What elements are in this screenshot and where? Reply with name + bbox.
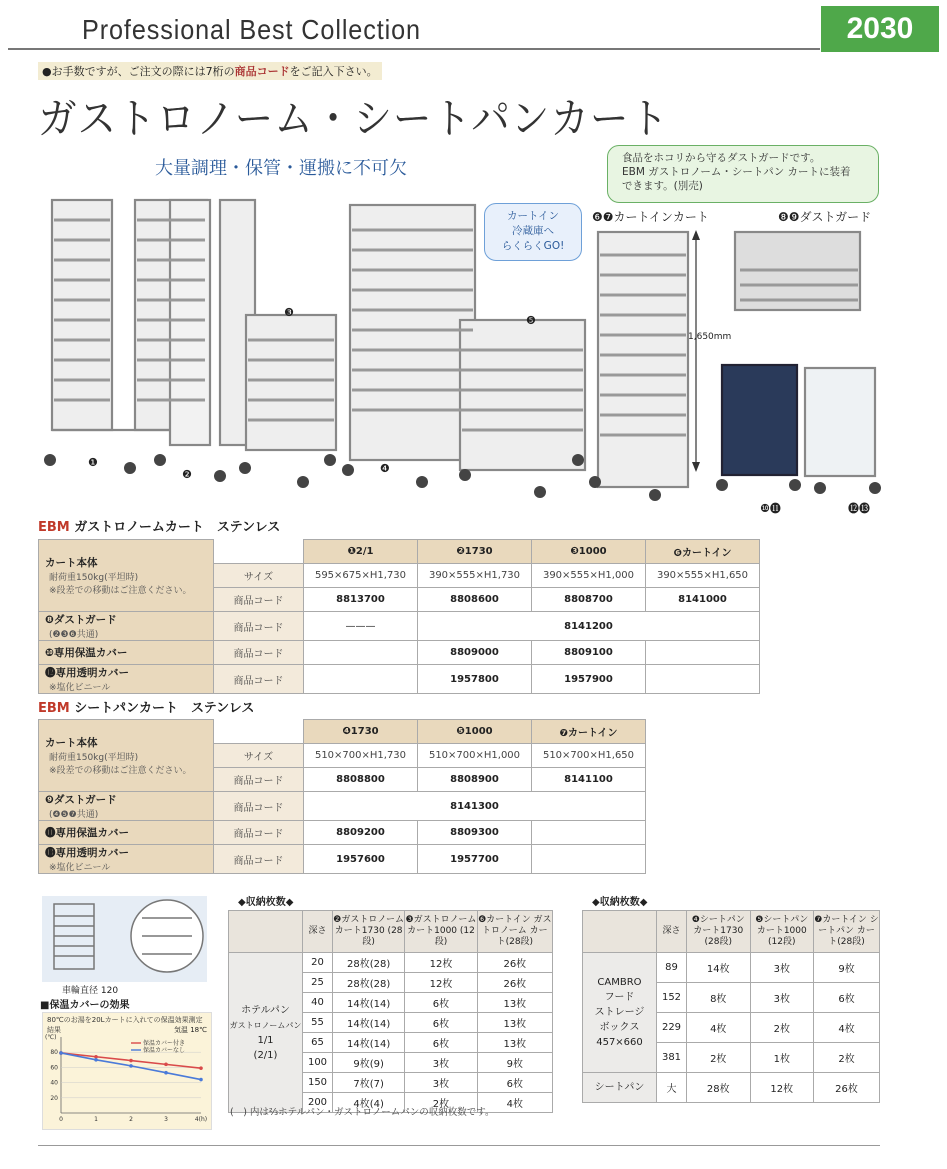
- cap2-cell: 6枚: [814, 983, 880, 1013]
- y-tick-label: 40: [50, 1079, 58, 1087]
- cap1-cell: 25: [303, 973, 333, 993]
- cap1-cell: 20: [303, 953, 333, 973]
- cap1-cell: 100: [303, 1053, 333, 1073]
- table1-code: 8813700: [304, 588, 418, 612]
- cart-4-image: [350, 205, 475, 460]
- table1-empty: [304, 665, 418, 694]
- table1-code-label: 商品コード: [214, 612, 304, 641]
- table2-warm-code: 8809300: [418, 821, 532, 845]
- callout-line-2: EBM ガストロノーム・シートパン カートに装着: [622, 166, 851, 178]
- cap1-cell: 14枚(14): [333, 1013, 405, 1033]
- cap2-row-label-line: ストレージ: [594, 1007, 645, 1018]
- table2-clear-code: 1957600: [304, 845, 418, 874]
- table2-size-label: サイズ: [214, 744, 304, 768]
- table1-dust-code: 8141200: [418, 612, 760, 641]
- cap1-cell: 2枚: [405, 1093, 477, 1113]
- cap2-row-label-line: ボックス: [599, 1022, 640, 1033]
- data-point: [164, 1063, 168, 1067]
- table2-body-label: カート本体: [45, 737, 98, 749]
- cart-2-number: ❷: [182, 468, 192, 481]
- cap1-row-label-line: ガストロノームパン: [229, 1020, 302, 1030]
- table2-header: ❹1730: [304, 720, 418, 744]
- table1-code: 8808600: [418, 588, 532, 612]
- cap1-cell: 13枚: [477, 993, 552, 1013]
- table2-clear-code: 1957700: [418, 845, 532, 874]
- table1-header: ❷1730: [418, 540, 532, 564]
- y-tick-label: 60: [50, 1064, 58, 1072]
- cap2-cell: 14枚: [687, 953, 751, 983]
- table1-title-text: ガストロノームカート ステンレス: [69, 520, 281, 535]
- callout-blue-2: 冷蔵庫へ: [512, 225, 554, 237]
- cap1-cell: 3枚: [405, 1053, 477, 1073]
- cap2-cell: 229: [657, 1013, 687, 1043]
- table1-code: 8141000: [646, 588, 760, 612]
- y-axis-label: (℃): [45, 1034, 57, 1041]
- table2-code: 8808800: [304, 768, 418, 792]
- table1-clear-note: ※塩化ビニール: [49, 683, 111, 693]
- warm-cover-image: [722, 365, 797, 475]
- cap2-cell: 2枚: [750, 1013, 814, 1043]
- data-point: [129, 1064, 133, 1068]
- cap2-sheet-label: シートパン: [583, 1073, 657, 1103]
- callout-blue-1: カートイン: [507, 210, 559, 222]
- table1-header: ❻カートイン: [646, 540, 760, 564]
- table1-header: ❶2/1: [304, 540, 418, 564]
- clear-cover-image: [805, 368, 875, 476]
- notice-prefix: ●お手数ですが、ご注文の際には7桁の: [42, 65, 235, 78]
- capacity-table-sheetpan: [582, 910, 880, 1103]
- table1-empty: [646, 641, 760, 665]
- chart-temp-note: 気温 18℃: [174, 1026, 207, 1034]
- table1-empty: [304, 641, 418, 665]
- cap1-cell: 12枚: [405, 953, 477, 973]
- cap2-row-label-line: CAMBRO: [597, 977, 642, 988]
- cap1-cell: 26枚: [477, 973, 552, 993]
- cover-10-11-number: ❿⓫: [760, 502, 781, 515]
- chart-panel: [42, 1012, 212, 1130]
- y-tick-label: 80: [50, 1049, 58, 1057]
- table1-body-note1: 耐荷重150kg(平坦時): [49, 573, 139, 583]
- cap2-row-label: [583, 953, 657, 1073]
- cap1-col-header: ❻カートイン ガストロノーム カート(28段): [477, 911, 552, 953]
- x-tick-label: 1: [94, 1116, 98, 1123]
- cap1-cell: 4枚(4): [333, 1093, 405, 1113]
- cart-in-image: [598, 232, 688, 487]
- table2-size: 510×700×H1,650: [532, 744, 646, 768]
- cap1-cell: 13枚: [477, 1013, 552, 1033]
- cap1-col-header: ❸ガストロノーム カート1000 (12段): [405, 911, 477, 953]
- page-subtitle: 大量調理・保管・運搬に不可欠: [155, 158, 407, 179]
- cap1-cell: 28枚(28): [333, 973, 405, 993]
- cover-12-13-number: ⓬⓭: [848, 502, 870, 515]
- cap1-row-label-line: (2/1): [253, 1049, 278, 1061]
- cap1-row-label-line: 1/1: [257, 1034, 274, 1046]
- cap1-cell: 12枚: [405, 973, 477, 993]
- cap2-heading: ◆収納枚数◆: [592, 897, 648, 908]
- cap2-cell: 2枚: [814, 1043, 880, 1073]
- table1-body-cell: [39, 540, 214, 612]
- x-tick-label: 4(h): [194, 1116, 208, 1123]
- sheetpan-table: [38, 719, 646, 874]
- cap1-cell: 6枚: [477, 1073, 552, 1093]
- cap2-row-label-line: フード: [604, 992, 635, 1003]
- cap1-cell: 7枚(7): [333, 1073, 405, 1093]
- table2-title-text: シートパンカート ステンレス: [69, 701, 255, 716]
- data-point: [164, 1071, 168, 1075]
- cap1-cell: 200: [303, 1093, 333, 1113]
- cap2-cell: 3枚: [750, 983, 814, 1013]
- table2-dust-label: ❾ダストガード: [45, 794, 117, 806]
- cap2-cell: 8枚: [687, 983, 751, 1013]
- cap1-corner: [229, 911, 303, 953]
- table2-clear-label: ⓭専用透明カバー: [45, 847, 129, 859]
- table1-size: 595×675×H1,730: [304, 564, 418, 588]
- table2-warm-label: ⓫専用保温カバー: [39, 821, 214, 845]
- table2-code: 8141100: [532, 768, 646, 792]
- header-title: Professional Best Collection: [82, 14, 421, 45]
- cap1-cell: 14枚(14): [333, 1033, 405, 1053]
- chart-caption: 80℃のお湯を20Lカートに入れての保温効果測定結果: [47, 1016, 203, 1034]
- cap1-cell: 3枚: [405, 1073, 477, 1093]
- table1-warm-code: 8809000: [418, 641, 532, 665]
- table1-size: 390×555×H1,650: [646, 564, 760, 588]
- callout-line-3: できます。(別売): [622, 180, 703, 192]
- legend-label: 保温カバーなし: [143, 1047, 186, 1054]
- table2-empty: [532, 845, 646, 874]
- table1-empty: [646, 665, 760, 694]
- cap1-heading: ◆収納枚数◆: [238, 897, 294, 908]
- cap2-cell: 9枚: [814, 953, 880, 983]
- cap1-cell: 55: [303, 1013, 333, 1033]
- cart-in-label: ❻❼カートインカート: [592, 210, 709, 224]
- table2-dust-note: (❹❺❼共通): [49, 810, 99, 820]
- cap1-depth-header: 深さ: [303, 911, 333, 953]
- cap1-cell: 4枚: [477, 1093, 552, 1113]
- cap1-cell: 6枚: [405, 1013, 477, 1033]
- cap1-cell: 6枚: [405, 993, 477, 1013]
- notice-highlight: 商品コード: [234, 65, 290, 78]
- table2-ebm: EBM: [38, 701, 70, 716]
- cap2-col-header: ❺シートパン カート1000 (12段): [750, 911, 814, 953]
- table1-dust-dash: ———: [304, 612, 418, 641]
- cap2-cell: 12枚: [750, 1073, 814, 1103]
- table2-title: [38, 697, 254, 716]
- cart-1-number: ❶: [88, 456, 98, 469]
- cap1-cell: 150: [303, 1073, 333, 1093]
- cap2-col-header: ❹シートパン カート1730 (28段): [687, 911, 751, 953]
- table1-code: 8808700: [532, 588, 646, 612]
- cap1-cell: 26枚: [477, 953, 552, 973]
- cap2-cell: 26枚: [814, 1073, 880, 1103]
- table1-dust-cell: [39, 612, 214, 641]
- cap2-cell: 1枚: [750, 1043, 814, 1073]
- cap1-col-header: ❷ガストロノーム カート1730 (28段): [333, 911, 405, 953]
- cap1-row-label: [229, 953, 303, 1113]
- x-tick-label: 2: [129, 1116, 133, 1123]
- data-point: [129, 1059, 133, 1063]
- table1-clear-label: ⓬専用透明カバー: [45, 667, 129, 679]
- notice-suffix: をご記入下さい。: [289, 65, 378, 78]
- table1-clear-code: 1957800: [418, 665, 532, 694]
- table2-warm-code: 8809200: [304, 821, 418, 845]
- table2-code-label: 商品コード: [214, 792, 304, 821]
- table2-code-label: 商品コード: [214, 845, 304, 874]
- table2-header: ❺1000: [418, 720, 532, 744]
- cap2-cell: 3枚: [750, 953, 814, 983]
- cap2-depth-header: 深さ: [657, 911, 687, 953]
- cart-3-number: ❸: [284, 306, 294, 319]
- cap1-cell: 14枚(14): [333, 993, 405, 1013]
- table1-size-label: サイズ: [214, 564, 304, 588]
- cart-5-number: ❺: [526, 314, 536, 327]
- product-illustration: [30, 190, 890, 520]
- dust-guard-label: ❽❾ダストガード: [778, 210, 872, 224]
- cap2-cell: 381: [657, 1043, 687, 1073]
- dimension-diagram: [42, 896, 207, 982]
- table1-dust-label: ❽ダストガード: [45, 614, 117, 626]
- cap1-cell: 65: [303, 1033, 333, 1053]
- cap1-cell: 13枚: [477, 1033, 552, 1053]
- header-divider: [8, 48, 820, 50]
- table1-corner: [214, 540, 304, 564]
- data-point: [199, 1066, 203, 1070]
- table1-body-label: カート本体: [45, 557, 98, 569]
- table2-size: 510×700×H1,000: [418, 744, 532, 768]
- table2-clear-cell: [39, 845, 214, 874]
- cap2-cell: 大: [657, 1073, 687, 1103]
- chart-title: ■保温カバーの効果: [40, 1000, 130, 1011]
- order-notice: [38, 62, 382, 80]
- table2-header: ❼カートイン: [532, 720, 646, 744]
- cap2-cell: 152: [657, 983, 687, 1013]
- table1-clear-code: 1957900: [532, 665, 646, 694]
- table2-dust-cell: [39, 792, 214, 821]
- cart-2-image: [170, 200, 255, 445]
- cart-3-image: [246, 315, 336, 450]
- table1-code-label: 商品コード: [214, 641, 304, 665]
- table2-corner: [214, 720, 304, 744]
- capacity-table-gastronorm: [228, 910, 553, 1113]
- table1-body-note2: ※段差での移動はご注意ください。: [49, 586, 192, 596]
- table1-code-label: 商品コード: [214, 665, 304, 694]
- table2-body-note1: 耐荷重150kg(平坦時): [49, 753, 139, 763]
- cap2-cell: 89: [657, 953, 687, 983]
- table2-size: 510×700×H1,730: [304, 744, 418, 768]
- table1-dust-note: (❷❸❻共通): [49, 630, 99, 640]
- table1-clear-cell: [39, 665, 214, 694]
- dust-guard-callout: [607, 145, 879, 203]
- table1-title: [38, 516, 280, 535]
- data-point: [94, 1058, 98, 1062]
- cap2-cell: 4枚: [814, 1013, 880, 1043]
- table2-clear-note: ※塩化ビニール: [49, 863, 111, 873]
- data-point: [59, 1051, 63, 1055]
- table2-code: 8808900: [418, 768, 532, 792]
- cap2-cell: 28枚: [687, 1073, 751, 1103]
- callout-blue-3: らくらくGO!: [501, 240, 565, 252]
- cap1-cell: 9枚: [477, 1053, 552, 1073]
- gastronorm-table: [38, 539, 760, 694]
- cap1-cell: 6枚: [405, 1033, 477, 1053]
- table2-code-label: 商品コード: [214, 821, 304, 845]
- cap1-row-label-line: ホテルパン: [241, 1004, 290, 1016]
- table2-empty: [532, 821, 646, 845]
- cap2-cell: 4枚: [687, 1013, 751, 1043]
- page-title: ガストロノーム・シートパンカート: [38, 94, 670, 143]
- data-point: [199, 1078, 203, 1082]
- capacity-footnote: ( ) 内は⅔ホテルパン・ガストロノームパンの収納枚数です。: [230, 1107, 495, 1118]
- table2-body-cell: [39, 720, 214, 792]
- cap1-cell: 40: [303, 993, 333, 1013]
- chart-plot: [43, 1029, 213, 1129]
- cap2-corner: [583, 911, 657, 953]
- cart-4-number: ❹: [380, 462, 390, 475]
- wheel-diameter: 車輪直径 120: [62, 986, 119, 996]
- cart-5-image: [460, 320, 585, 470]
- height-label: 1,650mm: [688, 332, 732, 342]
- cap2-col-header: ❼カートイン シートパン カート(28段): [814, 911, 880, 953]
- cap2-cell: 2枚: [687, 1043, 751, 1073]
- table2-code-label: 商品コード: [214, 768, 304, 792]
- legend-label: 保温カバー付き: [143, 1040, 186, 1047]
- table1-warm-label: ❿専用保温カバー: [39, 641, 214, 665]
- table1-header: ❸1000: [532, 540, 646, 564]
- y-tick-label: 20: [50, 1094, 58, 1102]
- table1-code-label: 商品コード: [214, 588, 304, 612]
- table2-dust-code: 8141300: [304, 792, 646, 821]
- cap1-cell: 9枚(9): [333, 1053, 405, 1073]
- bottom-divider: [38, 1145, 880, 1146]
- cart-in-callout: [484, 203, 582, 261]
- table1-ebm: EBM: [38, 520, 70, 535]
- x-tick-label: 0: [59, 1116, 63, 1123]
- callout-line-1: 食品をホコリから守るダストガードです。: [622, 152, 821, 164]
- table1-size: 390×555×H1,000: [532, 564, 646, 588]
- x-tick-label: 3: [164, 1116, 168, 1123]
- table2-body-note2: ※段差での移動はご注意ください。: [49, 766, 192, 776]
- table1-warm-code: 8809100: [532, 641, 646, 665]
- page-number: 2030: [821, 6, 939, 52]
- cap2-row-label-line: 457×660: [596, 1037, 643, 1048]
- table1-size: 390×555×H1,730: [418, 564, 532, 588]
- cap1-cell: 28枚(28): [333, 953, 405, 973]
